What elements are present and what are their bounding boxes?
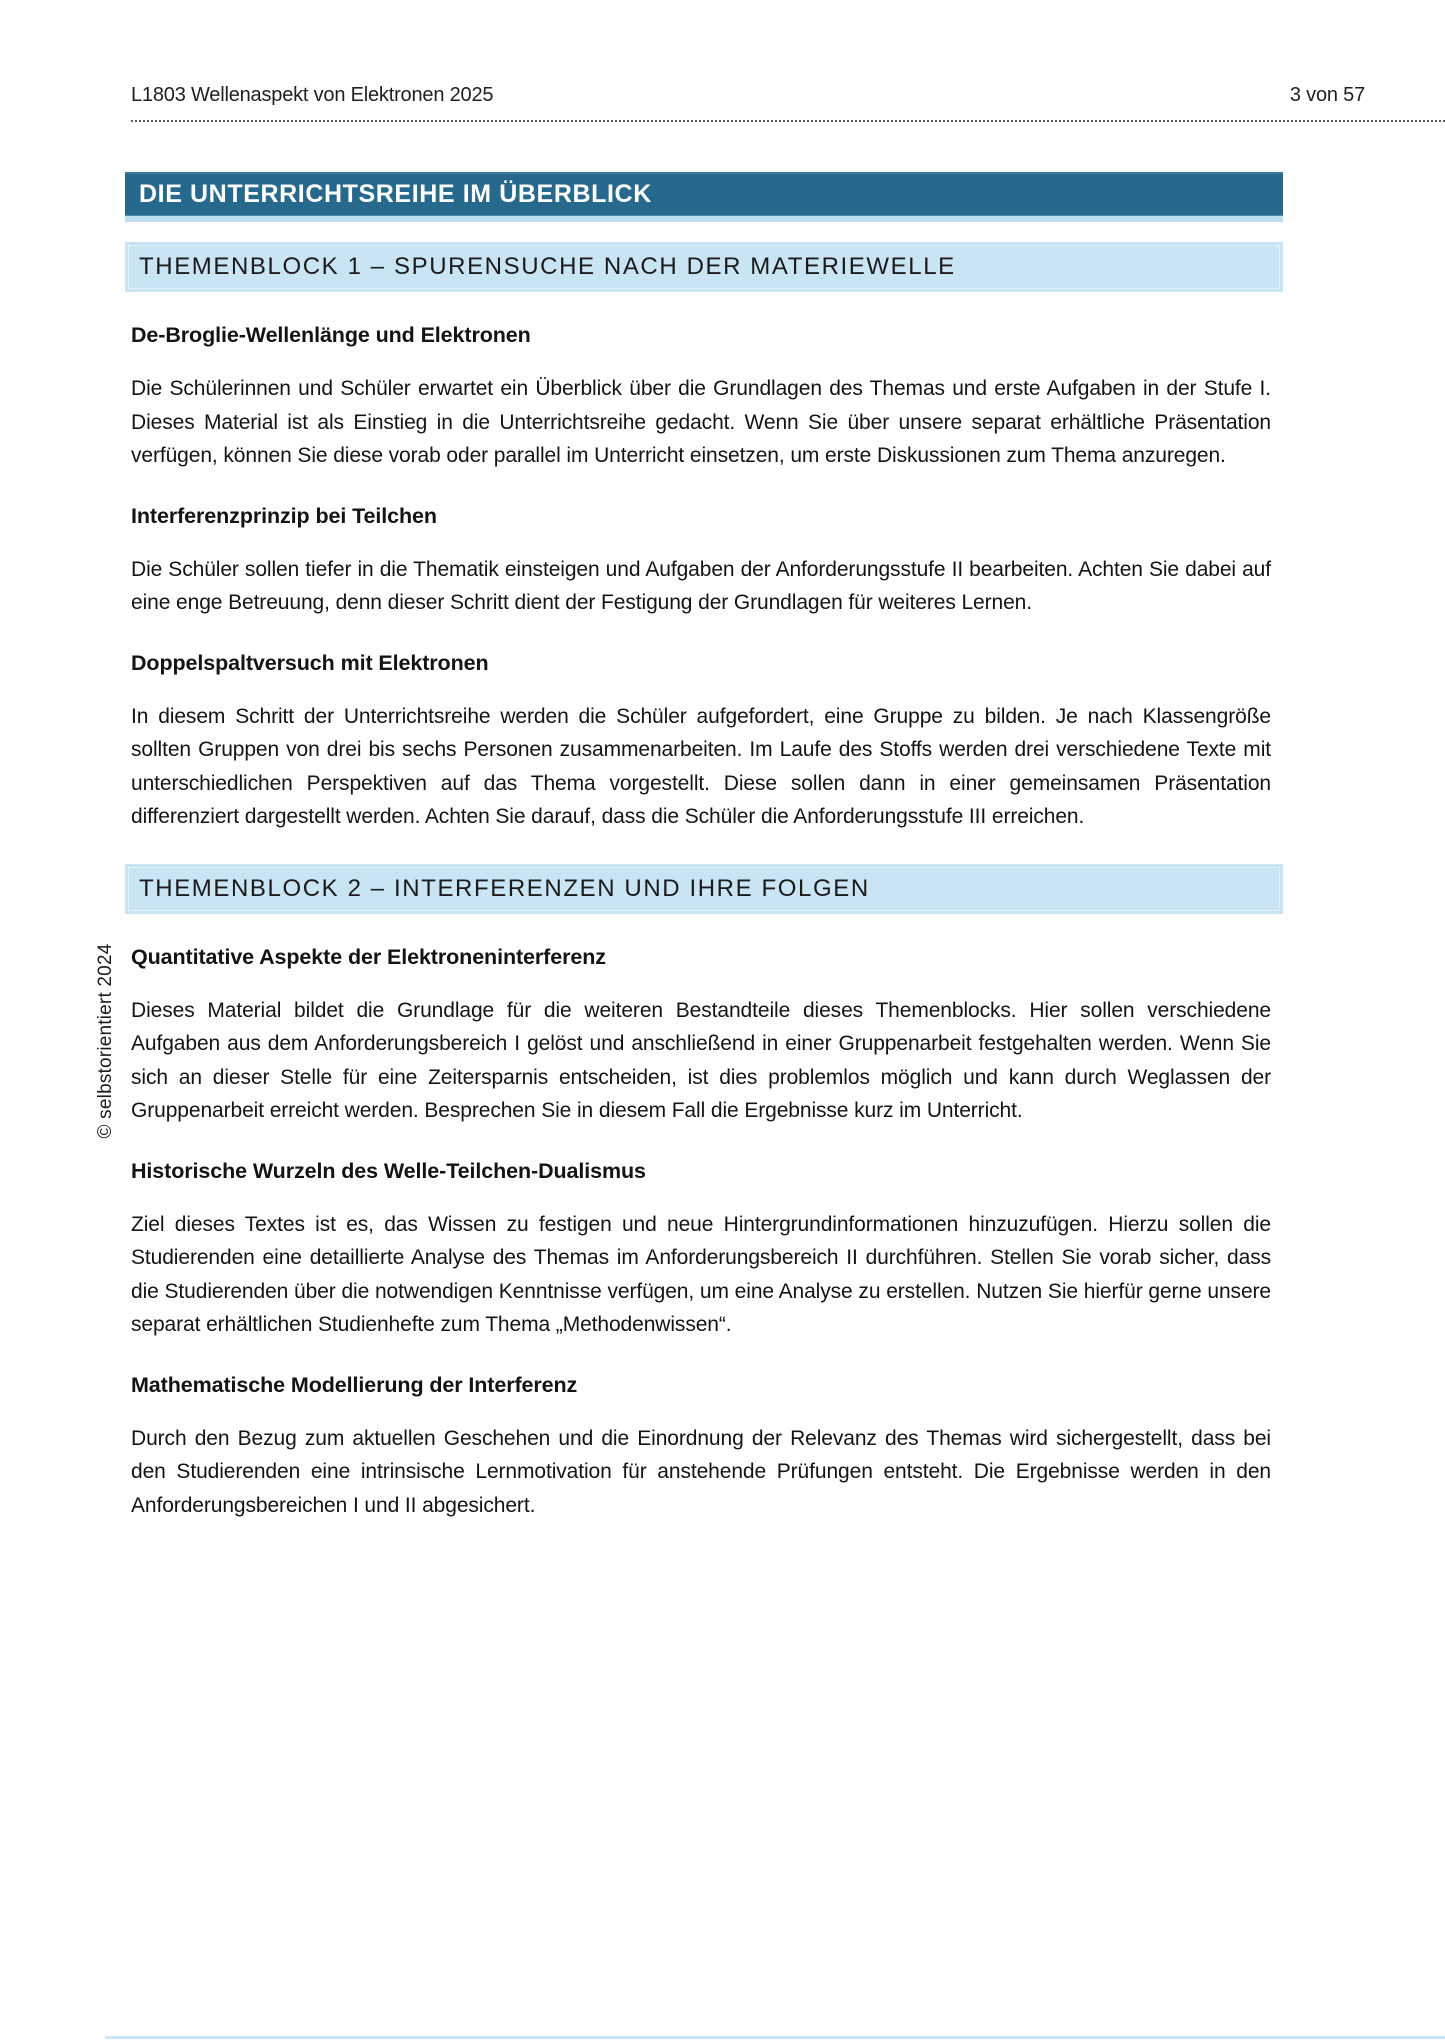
overview-banner-title: DIE UNTERRICHTSREIHE IM ÜBERBLICK [139,179,652,208]
block-heading: Quantitative Aspekte der Elektroneninterferenz [131,944,606,969]
themenblock-1-banner-title: THEMENBLOCK 1 – SPURENSUCHE NACH DER MATERIEWELLE [139,253,956,280]
block-paragraph: Dieses Material bildet die Grundlage für die weiteren Bestandteile dieses Themenblocks. Hier sollen verschiedene Aufgaben aus dem Anforderungsbereich I gelöst und anschließend in einer Gruppenarbeit festgehalten werden. Wenn Sie sich an dieser Stelle für eine Zeitersparnis entscheiden, ist dies problemlos möglich und kann durch Weglassen der Gruppenarbeit erreicht werden. Besprechen Sie in diesem Fall die Ergebnisse kurz im Unterricht. [131,998,1271,1122]
block-paragraph: In diesem Schritt der Unterrichtsreihe werden die Schüler aufgefordert, eine Gruppe zu bilden. Je nach Klassengröße sollten Gruppen von drei bis sechs Personen zusammenarbeiten. Im Laufe des Stoffs werden drei verschiedene Texte mit unterschiedlichen Perspektiven auf das Thema vorgestellt. Diese sollen dann in einer gemeinsamen Präsentation differenziert dargestellt werden. Achten Sie darauf, dass die Schüler die Anforderungsstufe III erreichen. [131,704,1271,828]
block-paragraph: Ziel dieses Textes ist es, das Wissen zu festigen und neue Hintergrundinformationen hinzuzufügen. Hierzu sollen die Studierenden eine detaillierte Analyse des Themas im Anforderungsbereich II durchführen. Stellen Sie vorab sicher, dass die Studierenden über die notwendigen Kenntnisse verfügen, um eine Analyse zu erstellen. Nutzen Sie hierfür gerne unsere separat erhältlichen Studienhefte zum Thema „Methodenwissen“. [131,1212,1271,1336]
content-block [125,323,1283,473]
page-header [131,84,1365,107]
block-heading: Doppelspaltversuch mit Elektronen [131,650,489,675]
block-paragraph: Durch den Bezug zum aktuellen Geschehen und die Einordnung der Relevanz des Themas wird sichergestellt, dass bei den Studierenden eine intrinsische Lernmotivation für anstehende Prüfungen entsteht. Die Ergebnisse werden in den Anforderungsbereichen I und II abgesichert. [131,1426,1271,1517]
copyright-sidenote: © selbstorientiert 2024 [95,943,116,1139]
block-heading: De-Broglie-Wellenlänge und Elektronen [131,323,531,347]
block-heading: Historische Wurzeln des Welle-Teilchen-Dualismus [131,1158,646,1183]
section-themenblock-2 [125,864,1283,1523]
header-doc-code: L1803 Wellenaspekt von Elektronen 2025 [131,84,494,106]
document-body [125,172,1283,1522]
content-block [125,945,1283,1128]
content-block [125,651,1283,834]
themenblock-1-banner [125,242,1283,292]
block-heading: Interferenzprinzip bei Teilchen [131,503,437,528]
themenblock-2-banner-title: THEMENBLOCK 2 – INTERFERENZEN UND IHRE FOLGEN [139,874,870,902]
content-block [125,504,1283,620]
block-heading: Mathematische Modellierung der Interferenz [131,1372,578,1397]
section-themenblock-1 [125,242,1283,834]
header-divider [131,120,1445,122]
content-block [125,1159,1283,1342]
content-block [125,1373,1283,1523]
block-paragraph: Die Schüler sollen tiefer in die Thematik einsteigen und Aufgaben der Anforderungsstufe II bearbeiten. Achten Sie dabei auf eine enge Betreuung, denn dieser Schritt dient der Festigung der Grundlagen für weiteres Lernen. [131,557,1271,614]
header-page-number: 3 von 57 [1289,84,1365,106]
overview-banner [125,172,1283,222]
themenblock-2-banner [125,864,1283,914]
block-paragraph: Die Schülerinnen und Schüler erwartet ein Überblick über die Grundlagen des Themas und erste Aufgaben in der Stufe I. Dieses Material ist als Einstieg in die Unterrichtsreihe gedacht. Wenn Sie über unsere separat erhältliche Präsentation verfügen, können Sie diese vorab oder parallel im Unterricht einsetzen, um erste Diskussionen zum Thema anzuregen. [131,377,1271,467]
footer-divider [105,2036,1445,2039]
